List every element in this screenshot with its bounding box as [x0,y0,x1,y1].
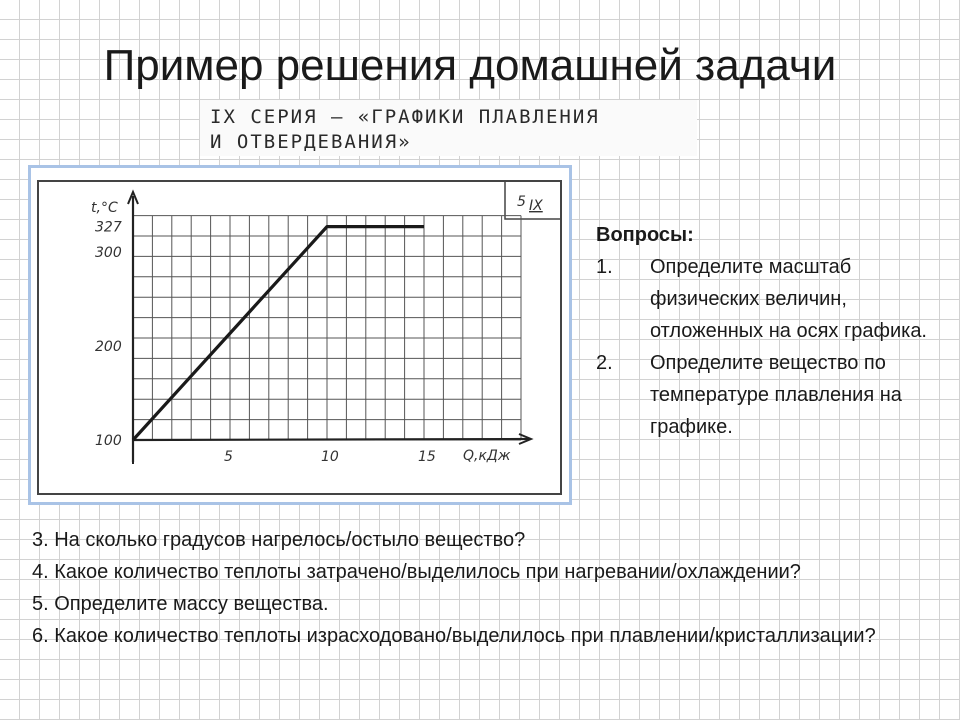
series-banner [200,100,697,156]
questions-block [596,219,936,443]
y-tick-label: 300 [95,245,122,261]
question-item [596,251,936,347]
y-tick-label: 100 [95,433,122,449]
question-text: Определите масштаб физических величин, отложенных на осях графика. [650,256,927,342]
task-item: 6. Какое количество теплоты израсходовано/выделилось при плавлении/кристаллизации? [32,625,876,647]
y-tick-label: 327 [95,219,122,236]
questions-heading: Вопросы: [596,224,694,246]
series-banner-line2: И ОТВЕРДЕВАНИЯ» [210,131,412,153]
question-item [596,347,936,443]
y-tick-label: 200 [95,339,122,355]
task-item: 4. Какое количество теплоты затрачено/выделилось при нагревании/охлаждении? [32,561,801,583]
chart-series [133,227,424,440]
slide-title: Пример решения домашней задачи [103,41,837,90]
series-banner-line1: IX СЕРИЯ — «ГРАФИКИ ПЛАВЛЕНИЯ [210,106,600,128]
question-text: Определите вещество по температуре плавления на графике. [650,352,902,438]
x-tick-label: 15 [418,449,436,465]
chart-grid [133,216,521,440]
tasks-list [32,524,932,652]
x-axis [133,439,529,440]
graph-figure [28,165,572,505]
melting-chart [31,168,569,502]
x-tick-label: 5 [224,449,233,465]
chart-badge-sub: IX [529,198,543,214]
question-number: 1. [596,256,613,278]
x-axis-label: Q,кДж [463,448,511,464]
chart-axes [128,192,531,464]
series-line [133,227,424,440]
chart-badge-main: 5 [517,194,526,210]
x-tick-label: 10 [321,449,339,465]
question-number: 2. [596,352,613,374]
task-item: 5. Определите массу вещества. [32,593,329,615]
y-axis-label: t,°C [91,200,118,216]
task-item: 3. На сколько градусов нагрелось/остыло вещество? [32,529,526,551]
